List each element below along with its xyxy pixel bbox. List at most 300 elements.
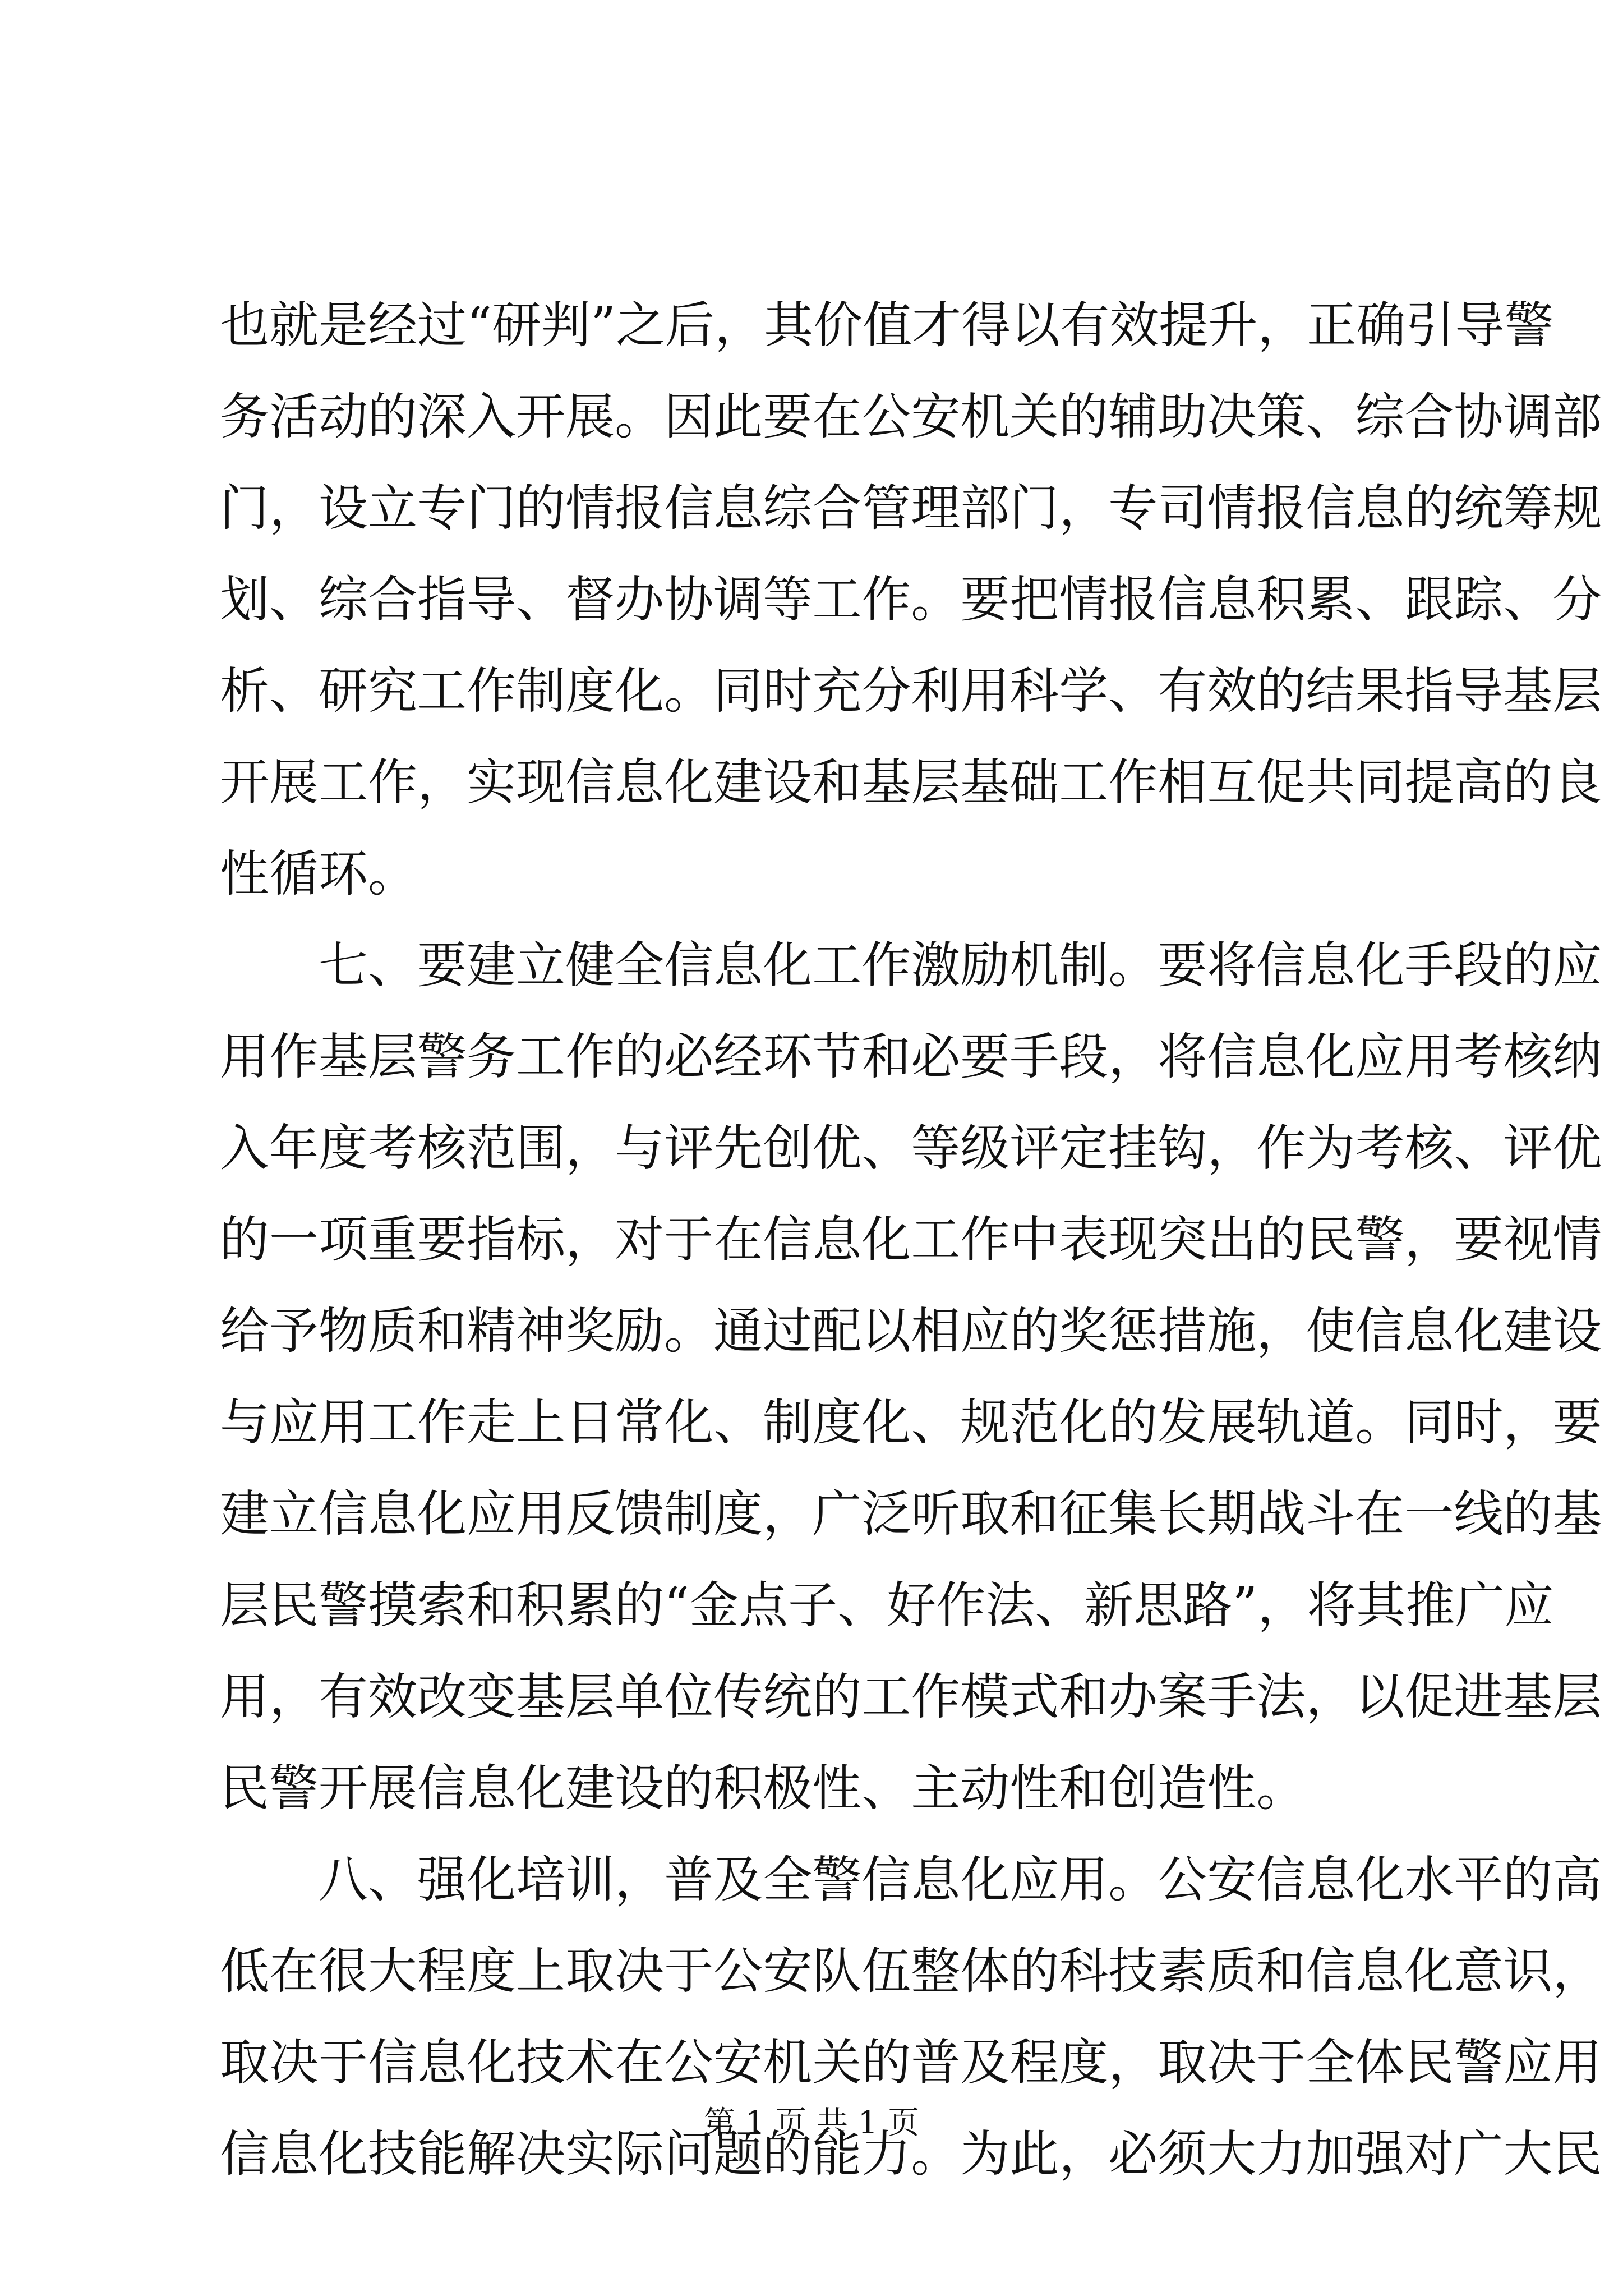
- text-char: 造: [1158, 1759, 1207, 1817]
- text-char: 奖: [565, 1302, 615, 1360]
- text-char: 伍: [861, 1942, 911, 2000]
- text-char: 、: [1355, 570, 1405, 628]
- text-char: 警: [269, 1759, 319, 1817]
- text-char: 基: [319, 1028, 368, 1085]
- text-char: 、: [269, 662, 319, 720]
- text-char: 要: [1552, 1393, 1602, 1451]
- text-char: 位: [664, 1668, 714, 1726]
- text-char: 在: [615, 2033, 665, 2091]
- text-char: 有: [1158, 662, 1207, 720]
- text-char: 先: [713, 1119, 763, 1177]
- text-char: 很: [319, 1942, 368, 2000]
- text-char: 报: [1108, 570, 1158, 628]
- text-char: 、: [861, 1119, 911, 1177]
- text-char: 化: [467, 1851, 517, 1908]
- text-char: 。: [1256, 1759, 1306, 1817]
- text-char: 创: [763, 1119, 813, 1177]
- text-char: 价: [813, 296, 863, 354]
- text-char: 度: [319, 1119, 368, 1177]
- text-char: 用: [1059, 1851, 1109, 1908]
- text-char: 基: [516, 1668, 566, 1726]
- text-char: 统: [763, 1668, 813, 1726]
- text-char: 信: [1306, 1942, 1355, 2000]
- text-char: 主: [911, 1759, 961, 1817]
- text-char: 好: [887, 1576, 937, 1634]
- text-char: 层: [1552, 1668, 1602, 1726]
- text-char: 结: [1306, 662, 1355, 720]
- text-char: 展: [269, 753, 319, 811]
- text-char: 一: [269, 1211, 319, 1268]
- text-char: ，: [1306, 1668, 1355, 1726]
- text-char: 助: [1158, 388, 1207, 445]
- text-char: 办: [615, 570, 665, 628]
- text-char: 制: [763, 1393, 813, 1451]
- text-line: [220, 1834, 1602, 1925]
- text-char: 活: [269, 388, 319, 445]
- text-char: 、: [1503, 570, 1553, 628]
- text-char: 化: [664, 1393, 714, 1451]
- text-char: ”: [1232, 1576, 1258, 1634]
- text-char: 培: [516, 1851, 566, 1908]
- text-char: 展: [565, 388, 615, 445]
- text-char: 工: [417, 662, 467, 720]
- text-char: 累: [565, 1576, 615, 1634]
- text-char: 综: [319, 570, 368, 628]
- text-char: 其: [764, 296, 814, 354]
- text-char: 轨: [1256, 1393, 1306, 1451]
- text-char: ，: [1059, 479, 1109, 537]
- text-char: 作: [1108, 753, 1158, 811]
- text-char: 设: [319, 479, 368, 537]
- text-char: 励: [615, 1302, 665, 1360]
- text-char: 范: [467, 1119, 517, 1177]
- text-char: 动: [319, 388, 368, 445]
- text-char: 思: [1133, 1576, 1183, 1634]
- text-char: 表: [1059, 1211, 1109, 1268]
- text-char: 。: [615, 388, 665, 445]
- text-char: 门: [1009, 479, 1059, 537]
- text-char: ，: [1404, 1211, 1454, 1268]
- text-char: 基: [1552, 1485, 1602, 1543]
- text-char: 常: [615, 1393, 665, 1451]
- text-char: 情: [1207, 479, 1257, 537]
- text-char: 上: [516, 1942, 566, 2000]
- text-char: 开: [319, 1759, 368, 1817]
- text-char: 泛: [861, 1485, 911, 1543]
- text-char: 法: [1256, 1668, 1306, 1726]
- text-char: ，: [1257, 296, 1307, 354]
- text-char: 和: [467, 1576, 517, 1634]
- text-char: 训: [565, 1851, 615, 1908]
- text-char: 取: [1158, 2033, 1207, 2091]
- text-char: 进: [1454, 1668, 1504, 1726]
- text-char: 和: [1059, 1759, 1109, 1817]
- text-char: 出: [1207, 1211, 1257, 1268]
- text-char: 核: [1503, 1028, 1553, 1085]
- text-char: 健: [565, 936, 615, 994]
- text-char: 核: [1404, 1119, 1454, 1177]
- text-char: 挂: [1108, 1119, 1158, 1177]
- text-char: 突: [1158, 1211, 1207, 1268]
- text-char: 及: [713, 1851, 763, 1908]
- text-char: 模: [960, 1668, 1010, 1726]
- text-char: 大: [368, 1942, 418, 2000]
- text-char: 动: [960, 1759, 1010, 1817]
- text-char: 合: [368, 570, 418, 628]
- text-char: 安: [763, 1942, 813, 2000]
- text-char: 工: [812, 570, 862, 628]
- text-char: 的: [1059, 388, 1109, 445]
- text-line: [220, 462, 1602, 554]
- text-char: 化: [763, 936, 813, 994]
- text-char: 和: [1256, 1942, 1306, 2000]
- text-char: 良: [1552, 753, 1602, 811]
- text-char: 应: [1355, 1028, 1405, 1085]
- text-char: 在: [713, 1211, 763, 1268]
- text-char: 民: [1306, 1211, 1355, 1268]
- text-char: 息: [1404, 1302, 1454, 1360]
- text-char: 开: [220, 753, 270, 811]
- text-char: 奖: [1059, 1302, 1109, 1360]
- text-char: 的: [1503, 753, 1553, 811]
- text-char: 在: [1355, 1485, 1405, 1543]
- text-char: 长: [1158, 1485, 1207, 1543]
- text-char: 展: [368, 1759, 418, 1817]
- text-char: 及: [960, 2033, 1010, 2091]
- text-char: 将: [1158, 1028, 1207, 1085]
- text-char: 信: [763, 1211, 813, 1268]
- text-char: 化: [615, 662, 665, 720]
- text-char: 是: [319, 296, 368, 354]
- text-char: 设: [763, 753, 813, 811]
- text-char: 。: [664, 662, 714, 720]
- document-body: [220, 279, 1602, 2200]
- text-char: 有: [319, 1668, 368, 1726]
- text-char: 的: [664, 1759, 714, 1817]
- text-char: 入: [220, 1119, 270, 1177]
- text-char: 决: [615, 1942, 665, 2000]
- text-char: 工: [861, 1668, 911, 1726]
- text-char: 强: [1355, 2125, 1405, 2183]
- text-char: 入: [467, 388, 517, 445]
- text-char: 究: [368, 662, 418, 720]
- text-char: 息: [368, 1485, 418, 1543]
- text-char: 、: [713, 1393, 763, 1451]
- text-char: 度: [812, 1393, 862, 1451]
- text-char: 利: [911, 662, 961, 720]
- text-char: 问: [664, 2125, 714, 2183]
- text-char: ，: [1552, 1942, 1602, 2000]
- text-char: 积: [516, 1576, 566, 1634]
- text-char: 要: [960, 1028, 1010, 1085]
- text-char: 的: [763, 2125, 813, 2183]
- text-char: 、: [368, 936, 418, 994]
- text-char: 的: [220, 1211, 270, 1268]
- text-char: 基: [1503, 1668, 1553, 1726]
- text-char: 度: [713, 1485, 763, 1543]
- text-char: 工: [368, 1393, 418, 1451]
- text-char: 评: [664, 1119, 714, 1177]
- text-char: 措: [1158, 1302, 1207, 1360]
- text-char: 层: [1552, 662, 1602, 720]
- text-char: 同: [713, 662, 763, 720]
- text-char: 基: [960, 753, 1010, 811]
- text-char: 单: [615, 1668, 665, 1726]
- text-char: 考: [368, 1119, 418, 1177]
- text-char: 因: [664, 388, 714, 445]
- text-char: 用: [1404, 1028, 1454, 1085]
- text-char: 作: [911, 1668, 961, 1726]
- text-char: 为: [960, 2125, 1010, 2183]
- text-char: 新: [1084, 1576, 1134, 1634]
- text-char: 走: [467, 1393, 517, 1451]
- text-char: 引: [1405, 296, 1455, 354]
- text-char: 性: [812, 1759, 862, 1817]
- text-char: 层: [911, 753, 961, 811]
- text-char: 析: [220, 662, 270, 720]
- text-char: 技: [368, 2125, 418, 2183]
- text-char: 务: [220, 388, 270, 445]
- text-char: 现: [516, 753, 566, 811]
- text-char: 民: [1404, 2033, 1454, 2091]
- text-char: 决: [1207, 2033, 1257, 2091]
- text-char: 促: [1256, 753, 1306, 811]
- text-char: 、: [368, 1851, 418, 1908]
- text-char: 的: [1108, 1393, 1158, 1451]
- text-char: 听: [911, 1485, 961, 1543]
- text-char: ，: [1257, 1576, 1307, 1634]
- text-char: 的: [1503, 1485, 1553, 1543]
- text-char: ，: [565, 1211, 615, 1268]
- text-char: 化: [1059, 1393, 1109, 1451]
- text-char: ，: [763, 1485, 813, 1543]
- text-char: 性: [220, 845, 270, 903]
- text-char: 过: [417, 296, 467, 354]
- text-char: 度: [467, 1942, 517, 2000]
- text-char: 协: [664, 570, 714, 628]
- text-char: 现: [1108, 1211, 1158, 1268]
- text-char: 工: [911, 1211, 961, 1268]
- text-char: 技: [1108, 1942, 1158, 2000]
- text-char: 情: [1059, 570, 1109, 628]
- text-char: 提: [1404, 753, 1454, 811]
- text-char: 、: [861, 1759, 911, 1817]
- text-char: 决: [516, 2125, 566, 2183]
- text-char: ，: [615, 1851, 665, 1908]
- text-char: 的: [1404, 479, 1454, 537]
- text-char: 专: [417, 479, 467, 537]
- text-char: 度: [1059, 2033, 1109, 2091]
- text-char: 息: [417, 2033, 467, 2091]
- text-char: ，: [269, 479, 319, 537]
- text-char: 必: [1108, 2125, 1158, 2183]
- text-char: 术: [565, 2033, 615, 2091]
- text-char: 机: [960, 388, 1010, 445]
- text-char: 民: [1552, 2125, 1602, 2183]
- text-char: 息: [1306, 936, 1355, 994]
- text-char: 全: [763, 1851, 813, 1908]
- text-char: 一: [1404, 1485, 1454, 1543]
- text-char: 馈: [615, 1485, 665, 1543]
- text-char: 水: [1404, 1851, 1454, 1908]
- text-char: 、: [911, 1393, 961, 1451]
- text-char: 核: [417, 1119, 467, 1177]
- text-char: 机: [1009, 936, 1059, 994]
- text-char: 同: [1355, 753, 1405, 811]
- text-char: 力: [861, 2125, 911, 2183]
- text-char: 公: [664, 2033, 714, 2091]
- text-char: 优: [1552, 1119, 1602, 1177]
- text-char: 息: [1256, 1028, 1306, 1085]
- text-char: 警: [1504, 296, 1554, 354]
- text-char: 化: [1404, 1942, 1454, 2000]
- text-char: 科: [1009, 662, 1059, 720]
- text-char: 安: [1207, 1851, 1257, 1908]
- text-char: 应: [269, 1393, 319, 1451]
- text-char: 立: [269, 1485, 319, 1543]
- text-char: 部: [960, 479, 1010, 537]
- text-char: 时: [1454, 1393, 1504, 1451]
- text-char: 平: [1454, 1851, 1504, 1908]
- text-char: 围: [516, 1119, 566, 1177]
- text-char: 化: [861, 1393, 911, 1451]
- text-char: 级: [960, 1119, 1010, 1177]
- text-line: [220, 1468, 1602, 1559]
- text-char: 神: [516, 1302, 566, 1360]
- text-char: 惩: [1108, 1302, 1158, 1360]
- text-char: 开: [516, 388, 566, 445]
- text-char: 专: [1108, 479, 1158, 537]
- text-char: 和: [417, 1302, 467, 1360]
- text-char: 建: [220, 1485, 270, 1543]
- text-char: 的: [368, 388, 418, 445]
- text-char: 设: [1552, 1302, 1602, 1360]
- text-char: 评: [1503, 1119, 1553, 1177]
- text-char: ，: [1503, 1393, 1553, 1451]
- text-char: ，: [1108, 2033, 1158, 2091]
- text-line: [220, 554, 1602, 645]
- text-line: [220, 1285, 1602, 1377]
- text-char: 环: [319, 845, 368, 903]
- text-char: 式: [1009, 1668, 1059, 1726]
- text-char: 指: [1404, 662, 1454, 720]
- text-char: 合: [812, 479, 862, 537]
- text-char: 工: [812, 936, 862, 994]
- text-char: 化: [417, 1485, 467, 1543]
- text-char: 信: [1207, 1028, 1257, 1085]
- text-char: 的: [1256, 1211, 1306, 1268]
- text-char: 部: [1552, 388, 1602, 445]
- text-char: 民: [220, 1759, 270, 1817]
- text-char: 通: [713, 1302, 763, 1360]
- text-char: 也: [220, 296, 270, 354]
- text-char: 手: [1207, 1668, 1257, 1726]
- text-char: 。: [1108, 936, 1158, 994]
- text-char: 识: [1503, 1942, 1553, 2000]
- text-char: 息: [713, 936, 763, 994]
- text-char: 作: [269, 1028, 319, 1085]
- text-char: 确: [1356, 296, 1406, 354]
- text-char: 等: [911, 1119, 961, 1177]
- text-char: 题: [713, 2125, 763, 2183]
- text-char: 施: [1207, 1302, 1257, 1360]
- text-char: 应: [467, 1485, 517, 1543]
- text-char: 创: [1108, 1759, 1158, 1817]
- text-char: 门: [220, 479, 270, 537]
- text-char: 立: [368, 479, 418, 537]
- text-char: 视: [1503, 1211, 1553, 1268]
- text-char: 化: [516, 1759, 566, 1817]
- text-char: 信: [1158, 570, 1207, 628]
- text-char: 用: [220, 1028, 270, 1085]
- text-char: 踪: [1454, 570, 1504, 628]
- text-line: [220, 1102, 1602, 1194]
- text-char: ，: [417, 753, 467, 811]
- text-char: 办: [1108, 1668, 1158, 1726]
- text-line: [220, 1194, 1602, 1285]
- text-char: 信: [664, 936, 714, 994]
- text-char: 经: [713, 1028, 763, 1085]
- text-char: 报: [615, 479, 665, 537]
- text-char: 的: [1009, 1302, 1059, 1360]
- text-char: 点: [739, 1576, 789, 1634]
- text-char: 对: [1404, 2125, 1454, 2183]
- text-char: 作: [368, 753, 418, 811]
- text-char: 和: [1009, 1485, 1059, 1543]
- text-line: [220, 371, 1602, 462]
- text-char: 划: [220, 570, 270, 628]
- text-char: 程: [1009, 2033, 1059, 2091]
- text-char: 息: [812, 1211, 862, 1268]
- text-char: 高: [1454, 753, 1504, 811]
- text-char: 有: [1060, 296, 1110, 354]
- text-char: 效: [368, 1668, 418, 1726]
- text-char: 信: [1306, 479, 1355, 537]
- text-char: 的: [1503, 1851, 1553, 1908]
- text-char: 整: [911, 1942, 961, 2000]
- text-char: 的: [615, 1028, 665, 1085]
- text-char: 报: [1256, 479, 1306, 537]
- text-char: 信: [1256, 936, 1306, 994]
- text-char: 作: [417, 1393, 467, 1451]
- text-char: 经: [368, 296, 418, 354]
- text-char: 调: [1503, 388, 1553, 445]
- text-char: 工: [1059, 753, 1109, 811]
- text-char: 信: [664, 479, 714, 537]
- text-char: 年: [269, 1119, 319, 1177]
- text-char: 公: [861, 388, 911, 445]
- text-char: 公: [1158, 1851, 1207, 1908]
- text-char: 、: [1306, 388, 1355, 445]
- page-number-footer: 第 1 页 共 1 页: [703, 2105, 920, 2141]
- text-line: [220, 1559, 1554, 1651]
- text-char: 体: [960, 1942, 1010, 2000]
- text-char: 斗: [1306, 1485, 1355, 1543]
- text-char: 体: [1355, 2033, 1405, 2091]
- text-char: 强: [417, 1851, 467, 1908]
- text-char: 息: [269, 2125, 319, 2183]
- text-char: 督: [565, 570, 615, 628]
- text-char: 升: [1208, 296, 1258, 354]
- text-char: 励: [960, 936, 1010, 994]
- text-char: 民: [269, 1576, 319, 1634]
- text-char: 互: [1207, 753, 1257, 811]
- text-char: 应: [1504, 1576, 1554, 1634]
- text-char: 反: [565, 1485, 615, 1543]
- text-char: “: [467, 296, 492, 354]
- text-char: 解: [467, 2125, 517, 2183]
- text-char: 和: [812, 753, 862, 811]
